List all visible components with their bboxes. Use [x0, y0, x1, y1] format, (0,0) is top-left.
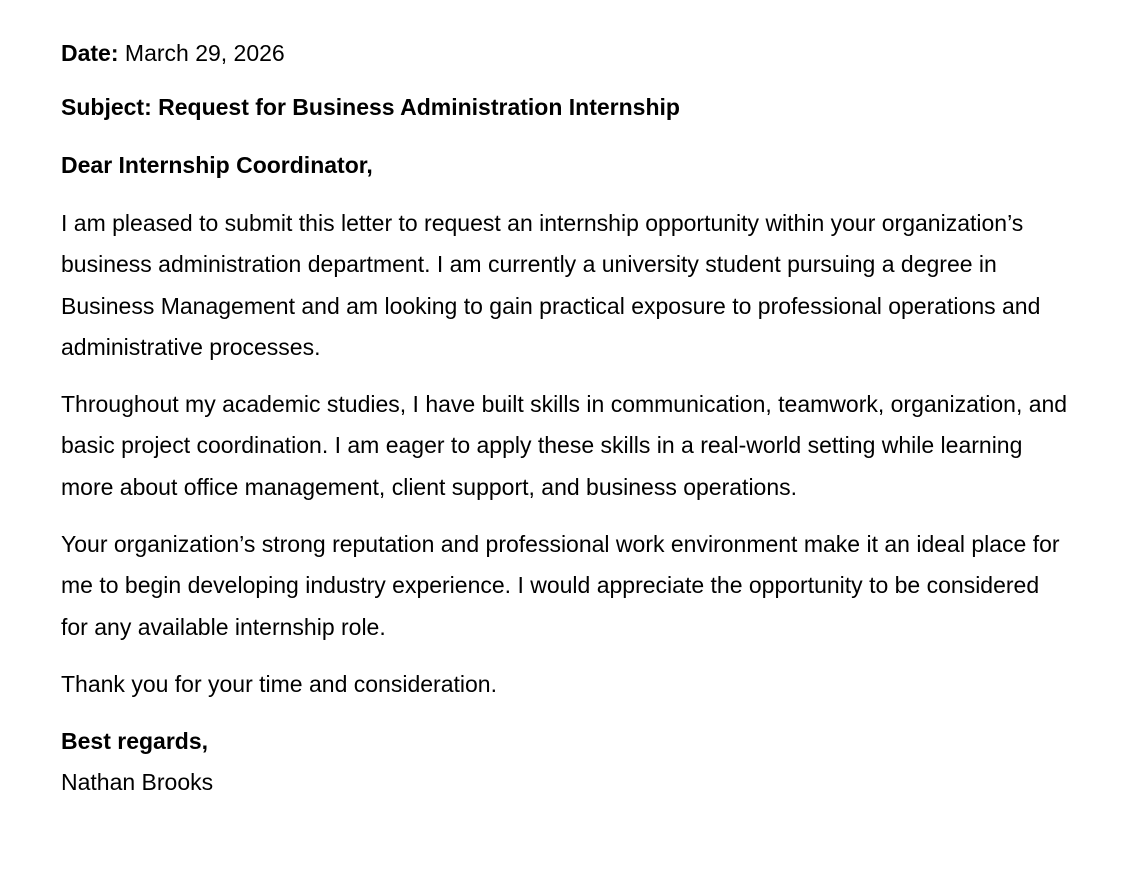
date-label: Date: [61, 40, 119, 66]
body-paragraph-3: Your organization’s strong reputation and professional work environment make it an ideal place for me to begin developing industry experience. I would appreciate the opportunity to be considered for any available internship role. [61, 531, 1060, 640]
salutation: Dear Internship Coordinator, [61, 152, 373, 178]
body-paragraph-2: Throughout my academic studies, I have built skills in communication, teamwork, organization, and basic project coordination. I am eager to apply these skills in a real-world setting while learning more about office management, client support, and business operations. [61, 391, 1068, 500]
letter-page [61, 36, 1101, 803]
thank-you-line: Thank you for your time and consideration. [61, 670, 497, 697]
signature: Nathan Brooks [61, 769, 214, 796]
date-line [61, 36, 1101, 70]
body-paragraph-1: I am pleased to submit this letter to request an internship opportunity within your organization’s business administration department. I am currently a university student pursuing a degree in Business Management and am looking to gain practical exposure to professional operations and administrative processes. [61, 210, 1041, 360]
subject-line: Subject: Request for Business Administration Internship [61, 94, 680, 120]
date-value: March 29, 2026 [124, 40, 285, 66]
closing: Best regards, [61, 728, 209, 755]
